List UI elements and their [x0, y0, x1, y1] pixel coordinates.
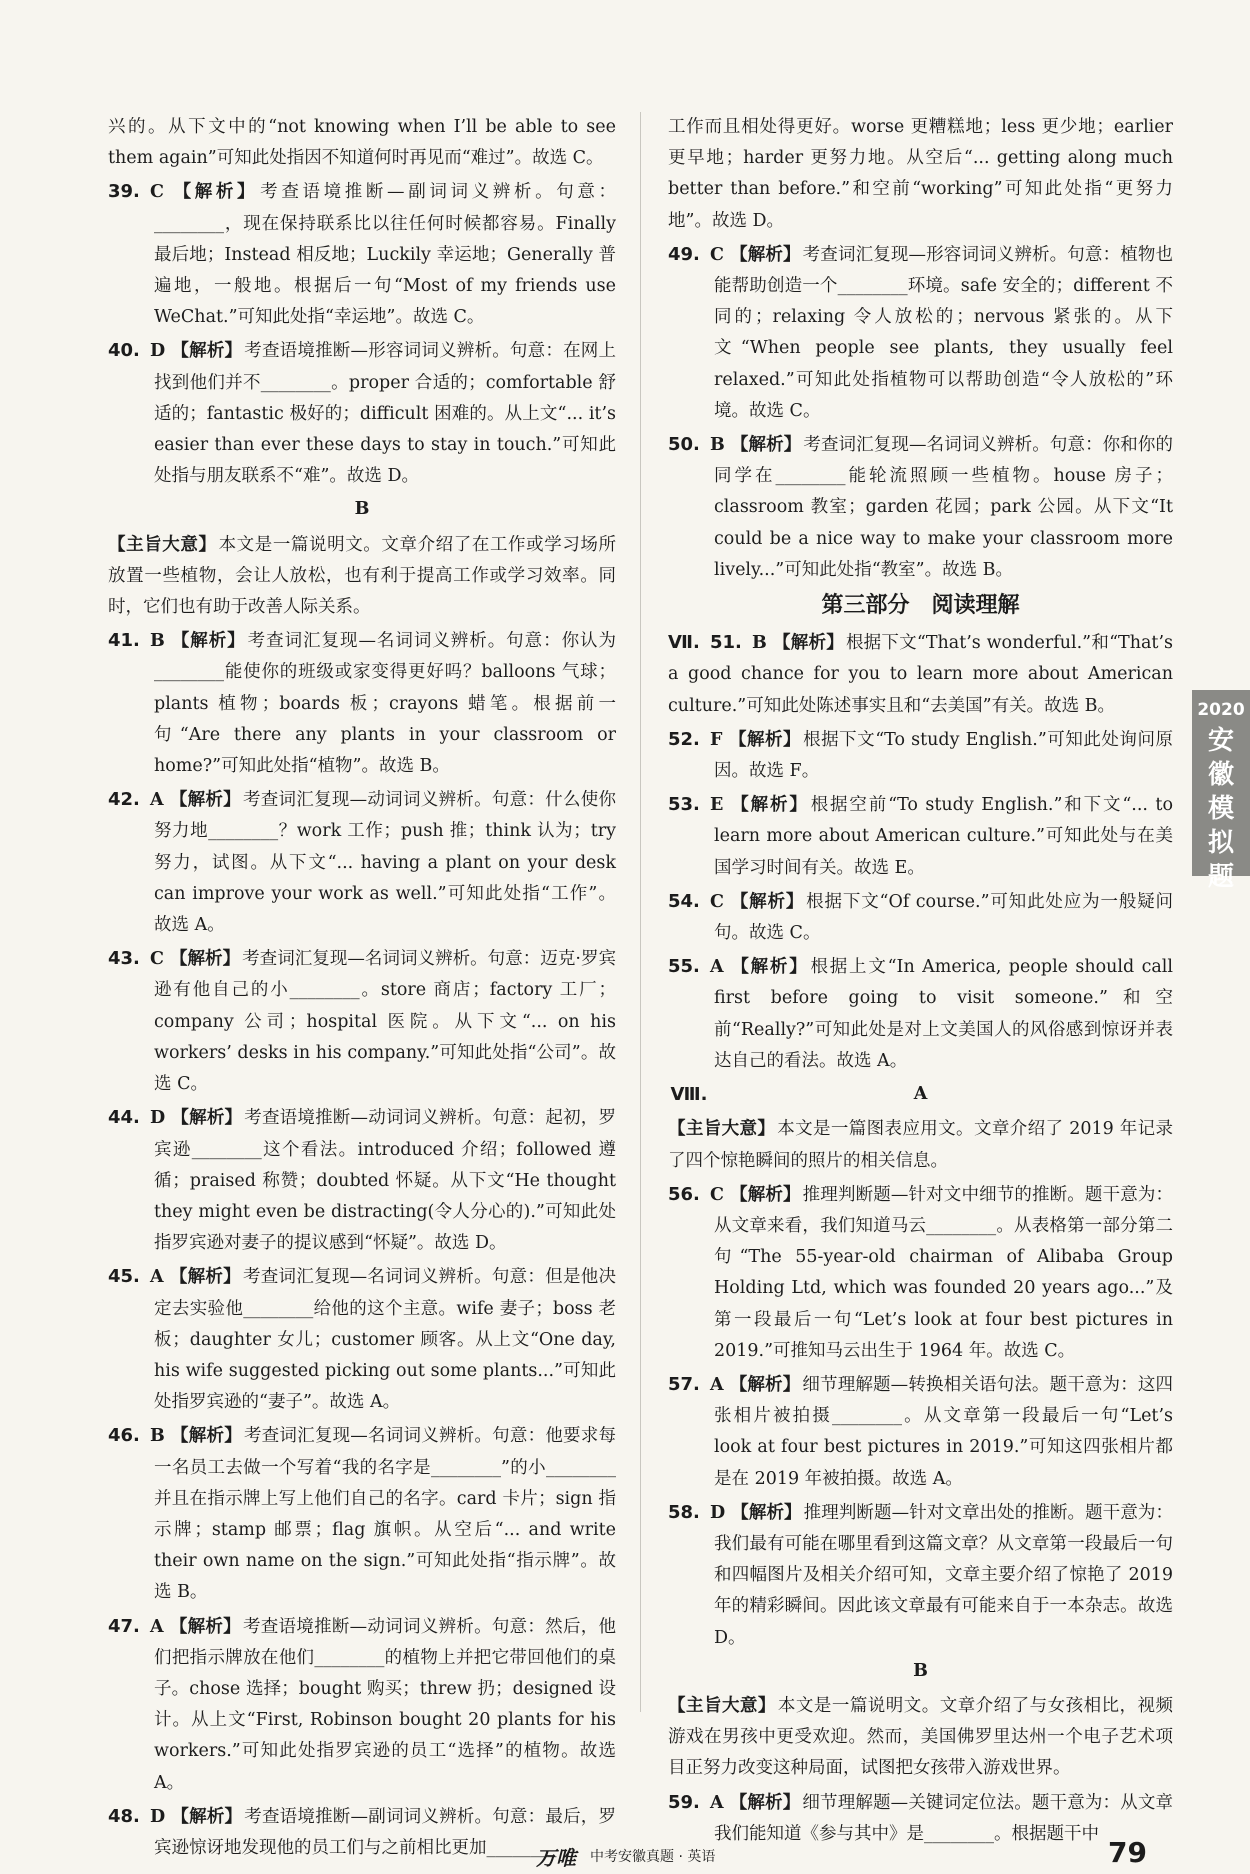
answer-46: 46. B 【解析】 考查词汇复现—名词词义辨析。句意：他要求每一名员工去做一个写着“我的名字是________”的小________并且在指示牌上写上他们自己的名字。card 卡片；sign 指示牌；stamp 邮票；flag 旗帜。从空后“... and write their own name on the sign.”可知此处指“指示牌”。故选 B。 — [108, 1425, 616, 1603]
answer-39: 39. C 【解析】 考查语境推断—副词词义辨析。句意：________，现在保持联系比以往任何时候都容易。Finally 最后地；Instead 相反地；Luckily 幸运地；Generally 普遍地，一般地。根据后一句“Most of my friends use WeChat.”可知此处指“幸运地”。故选 C。 — [108, 181, 617, 328]
left-column — [108, 112, 616, 1866]
answer-57: 57. A 【解析】 细节理解题—转换相关语句法。题干意为：这四张相片被拍摄________。从文章第一段最后一句“Let’s look at four best pictures in 2019.”可知这四张相片都是在 2019 年被拍摄。故选 A。 — [668, 1373, 1174, 1489]
summary-b2: 【主旨大意】 本文是一篇说明文。文章介绍了与女孩相比，视频游戏在男孩中更受欢迎。然而，美国佛罗里达州一个电子艺术项目正努力改变这种局面，试图把女孩带入游戏世界。 — [668, 1695, 1174, 1779]
answer-59: 59. A 【解析】 细节理解题—关键词定位法。题干意为：从文章我们能知道《参与其中》是________。根据题干中 — [668, 1791, 1174, 1844]
answer-50: 50. B 【解析】 考查词汇复现—名词词义辨析。句意：你和你的同学在________能轮流照顾一些植物。house 房子；classroom 教室；garden 花园；park 公园。从下文“It could be a nice way to make your classroom more lively...”可知此处指“教室”。故选 B。 — [668, 434, 1174, 580]
side-tab-year: 2020 — [1197, 700, 1245, 720]
page-number: 79 — [1108, 1836, 1147, 1869]
section-three-heading: 第三部分 阅读理解 — [821, 593, 1020, 619]
section-viii-heading: Ⅷ. A — [670, 1084, 928, 1106]
answer-42: 42. A 【解析】 考查词汇复现—动词词义辨析。句意：什么使你努力地________？work 工作；push 推；think 认为；try 努力，试图。从下文“... having a plant on your desk can improve your work as well.”可知此处指“工作”。故选 A。 — [108, 789, 617, 936]
answer-45: 45. A 【解析】 考查词汇复现—名词词义辨析。句意：但是他决定去实验他________给他的这个主意。wife 妻子；boss 老板；daughter 女儿；customer 顾客。从上文“One day, his wife suggested picking out some plants...”可知此处指罗宾逊的“妻子”。故选 A。 — [108, 1266, 617, 1413]
answer-55: 55. A 【解析】 根据上文“In America, people should call first before going to visit someone.”和空前“Really?”可知此处是对上文美国人的风俗感到惊讶并表达自己的看法。故选 A。 — [668, 956, 1173, 1071]
column-divider — [640, 112, 641, 1712]
answer-51: Ⅶ. 51. B 【解析】 根据下文“That’s wonderful.”和“That’s a good chance for you to learn more about American culture.”可知此处陈述事实且和“去美国”有关。故选 B。 — [668, 632, 1173, 716]
side-tab-label: 安徽模拟题 — [1207, 726, 1234, 892]
paragraph-continuation: 兴的。从下文中的“not knowing when I’ll be able to see them again”可知此处指因不知道何时再见而“难过”。故选 C。 — [108, 117, 616, 169]
answer-47: 47. A 【解析】 考查语境推断—动词词义辨析。句意：然后，他们把指示牌放在他们________的植物上并把它带回他们的桌子。chose 选择；bought 购买；threw 扔；designed 设计。从上文“First, Robinson bought 20 plants for his workers.”可知此处指罗宾逊的员工“选择”的植物。故选 A。 — [108, 1615, 617, 1793]
footer-brand-logo: 万唯 — [536, 1846, 576, 1870]
answer-44: 44. D 【解析】 考查语境推断—动词词义辨析。句意：起初，罗宾逊________这个看法。introduced 介绍；followed 遵循；praised 称赞；doubted 怀疑。从下文“He thought they might even be distracting(令人分心的).”可知此处指罗宾逊对妻子的提议感到“怀疑”。故选 D。 — [108, 1107, 616, 1254]
answer-43: 43. C 【解析】 考查词汇复现—名词词义辨析。句意：迈克·罗宾逊有他自己的小________。store 商店；factory 工厂；company 公司；hospital 医院。从下文“... on his workers’ desks in his company.”可知此处指“公司”。故选 C。 — [108, 948, 617, 1095]
answer-48: 48. D 【解析】 考查语境推断—副词词义辨析。句意：最后，罗宾逊惊讶地发现他的员工们与之前相比更加________ — [108, 1805, 616, 1858]
answer-49: 49. C 【解析】 考查词汇复现—形容词词义辨析。句意：植物也能帮助创造一个________环境。safe 安全的；different 不同的；relaxing 令人放松的；nervous 紧张的。从下文“When people see plants, they usually feel relaxed.”可知此处指植物可以帮助创造“令人放松的”环境。故选 C。 — [668, 243, 1174, 421]
summary-a: 【主旨大意】 本文是一篇图表应用文。文章介绍了 2019 年记录了四个惊艳瞬间的照片的相关信息。 — [668, 1119, 1174, 1171]
answer-41: 41. B 【解析】 考查词汇复现—名词词义辨析。句意：你认为________能使你的班级或家变得更好吗？balloons 气球；plants 植物；boards 板；crayons 蜡笔。根据前一句“Are there any plants in your classroom or home?”可知此处指“植物”。故选 B。 — [108, 630, 617, 777]
answer-40: 40. D 【解析】 考查语境推断—形容词词义辨析。句意：在网上找到他们并不________。proper 合适的；comfortable 舒适的；fantastic 极好的；difficult 困难的。从上文“... it’s easier than ever these days to stay in touch.”可知此处指与朋友联系不“难”。故选 D。 — [108, 340, 616, 487]
answer-52: 52. F 【解析】 根据下文“To study English.”可知此处询问原因。故选 F。 — [668, 728, 1173, 782]
answer-53: 53. E 【解析】 根据空前“To study English.”和下文“... to learn more about American culture.”可知此处与在美国学习时间有关。故选 E。 — [668, 794, 1173, 878]
answer-56: 56. C 【解析】 推理判断题—针对文中细节的推断。题干意为：从文章来看，我们知道马云________。从表格第一部分第二句“The 55-year-old chairman of Alibaba Group Holding Ltd, which was founded 20 years ago...”及第一段最后一句“Let’s look at four best pictures in 2019.”可推知马云出生于 1964 年。故选 C。 — [668, 1183, 1174, 1361]
page-footer — [0, 1834, 1250, 1874]
side-tab — [1192, 690, 1250, 892]
section-b2-heading: B — [913, 1660, 928, 1681]
section-b-heading: B — [354, 499, 370, 520]
right-column — [668, 112, 1173, 1852]
summary-b: 【主旨大意】 本文是一篇说明文。文章介绍了在工作或学习场所放置一些植物，会让人放松，也有利于提高工作或学习效率。同时，它们也有助于改善人际关系。 — [108, 534, 617, 618]
footer-title: 中考安徽真题 · 英语 — [590, 1849, 716, 1865]
answer-54: 54. C 【解析】 根据下文“Of course.”可知此处应为一般疑问句。故选 C。 — [668, 890, 1174, 944]
paragraph-continuation-48: 工作而且相处得更好。worse 更糟糕地；less 更少地；earlier 更早地；harder 更努力地。从空后“... getting along much better than before.”和空前“working”可知此处指“更努力地”。故选 D。 — [668, 117, 1173, 231]
answer-58: 58. D 【解析】 推理判断题—针对文章出处的推断。题干意为：我们最有可能在哪里看到这篇文章？从文章第一段最后一句和四幅图片及相关介绍可知，文章主要介绍了惊艳了 2019 年的精彩瞬间。因此该文章最有可能来自于一本杂志。故选 D。 — [668, 1501, 1174, 1648]
